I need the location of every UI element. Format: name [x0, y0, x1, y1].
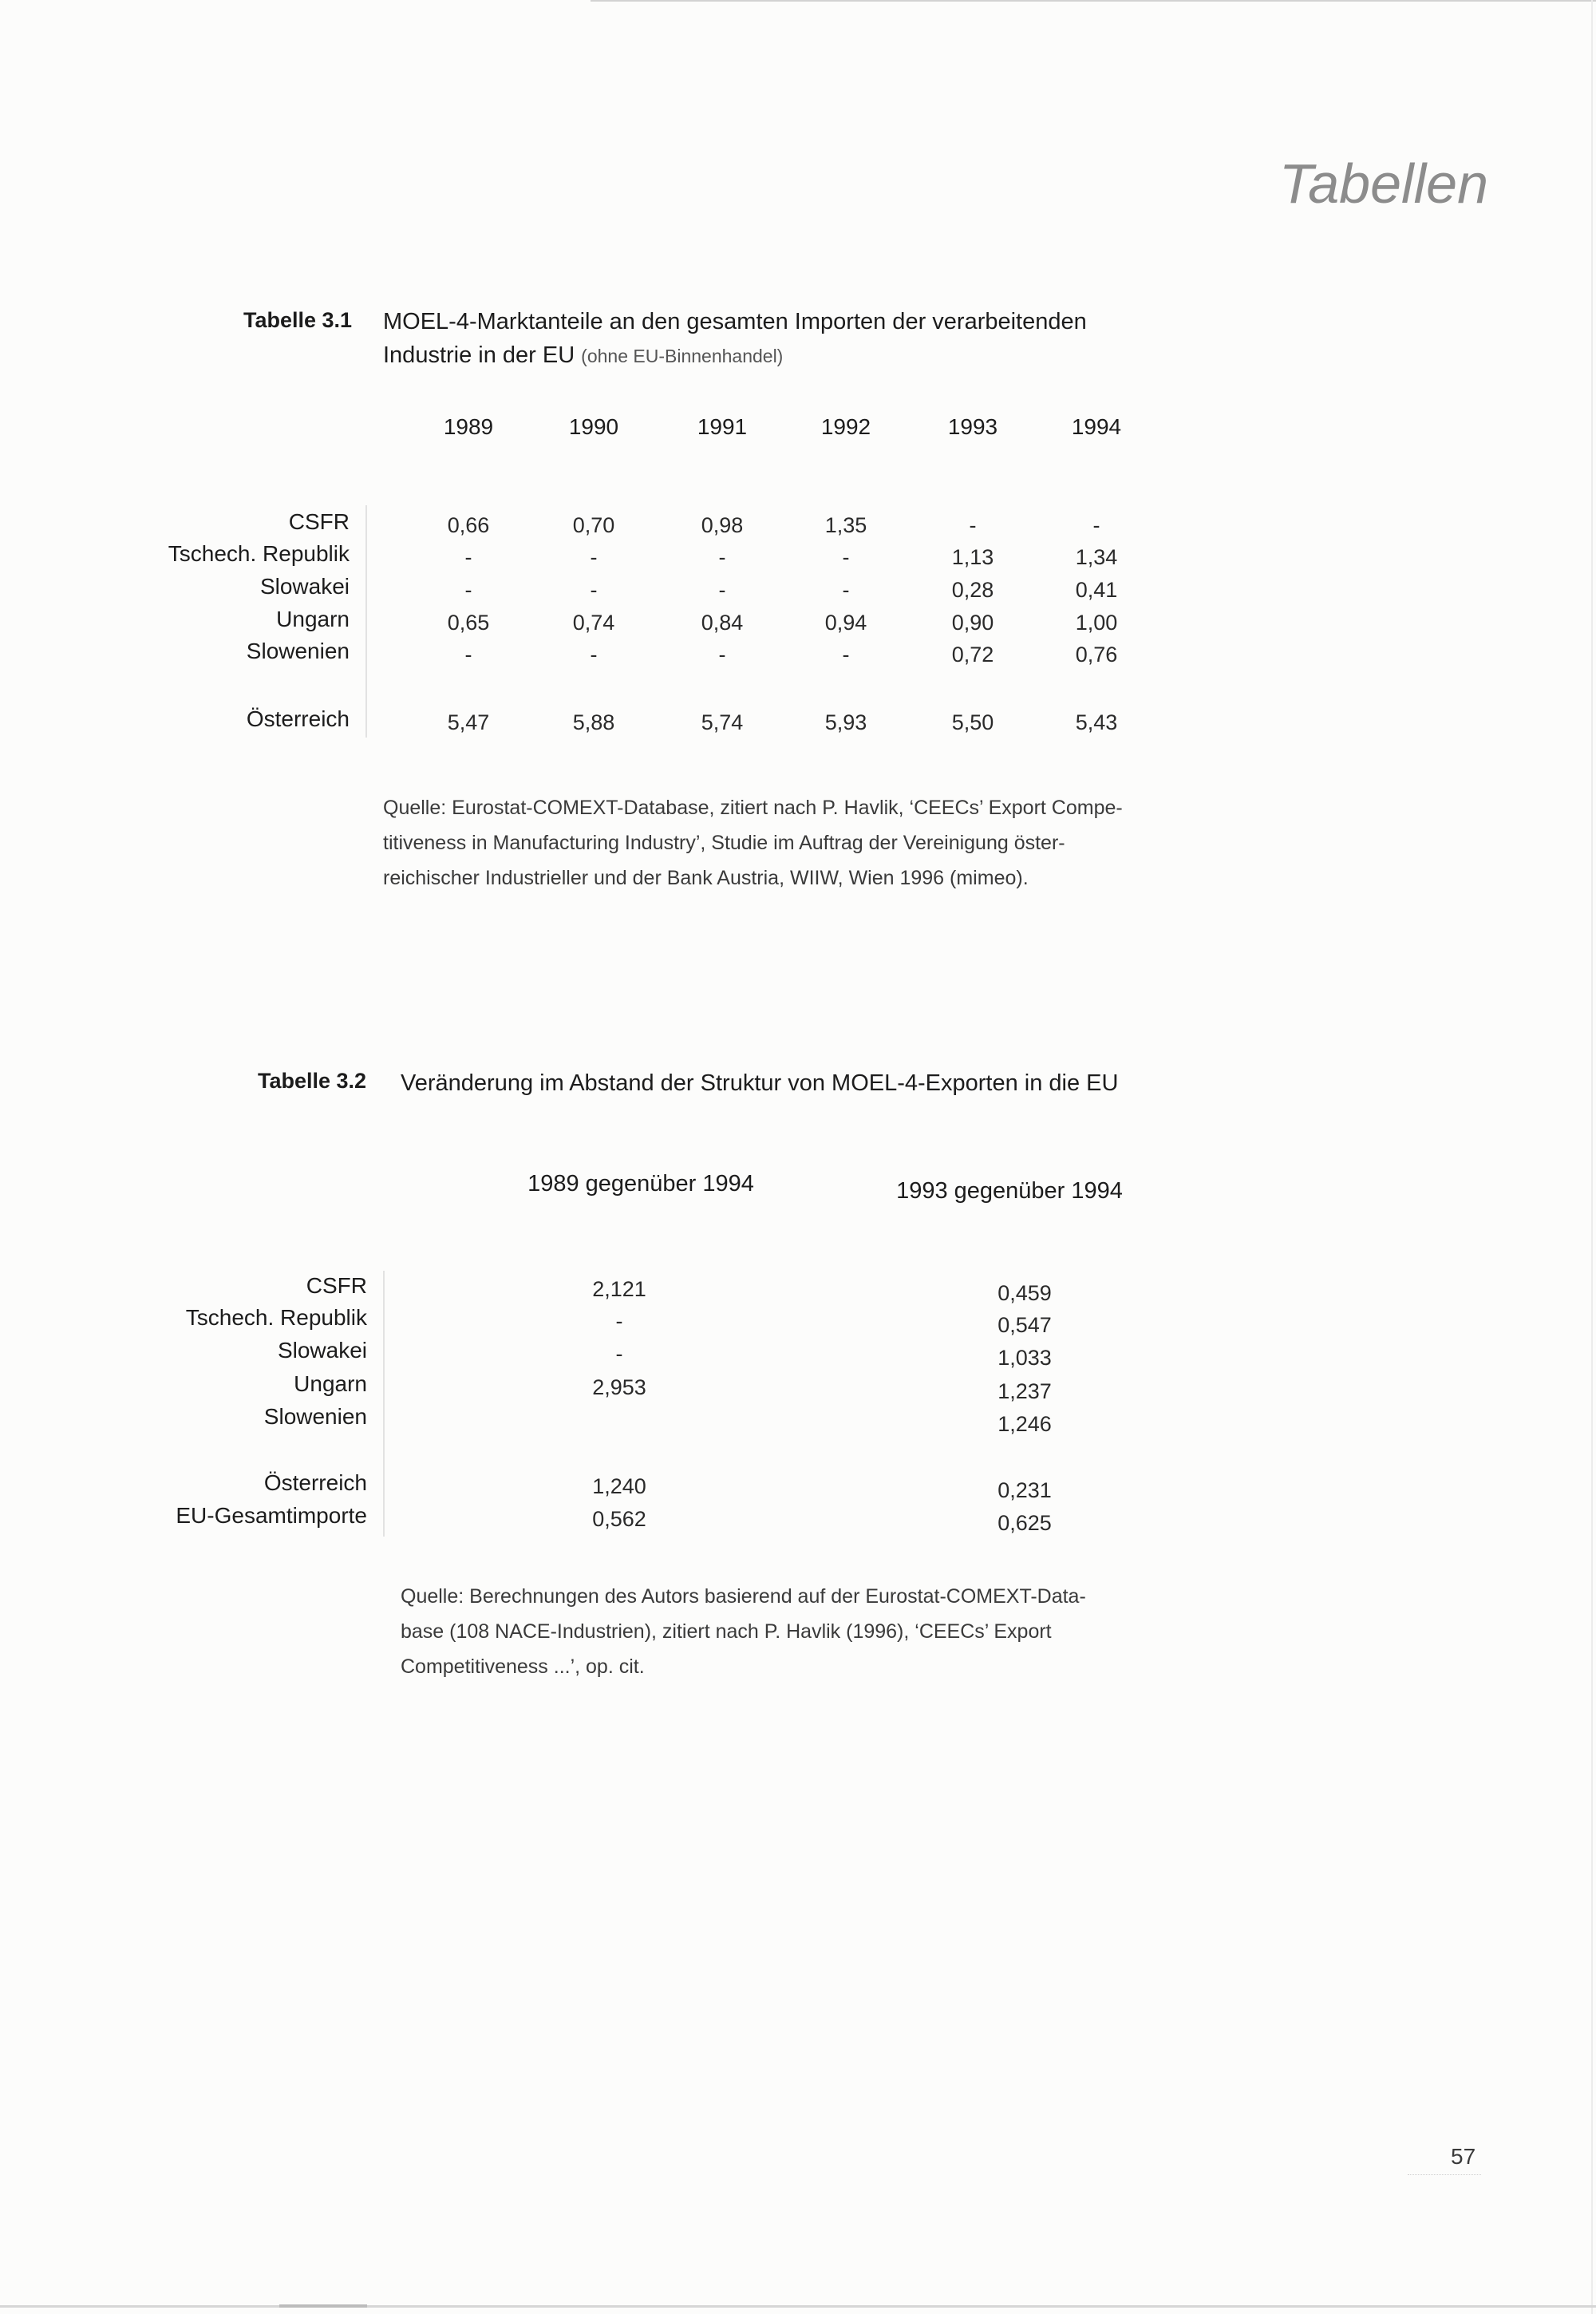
table1-cell: - [842, 545, 850, 569]
table1-cell: 5,43 [1075, 710, 1118, 734]
table1-cell: - [464, 578, 472, 602]
table2-label: Tabelle 3.2 [258, 1069, 367, 1093]
table1-year-header: 1991 [697, 414, 748, 439]
table2-cell: 2,121 [592, 1277, 646, 1301]
table2-column-header: 1989 gegenüber 1994 [527, 1171, 754, 1197]
table2-row-label: Slowakei [277, 1338, 367, 1363]
table1-cell: 1,35 [824, 513, 867, 537]
table1-row-label: Österreich [246, 706, 350, 731]
table1-cell: 0,66 [447, 513, 490, 537]
table2-cell: 0,231 [998, 1478, 1052, 1502]
table2-source-line: Competitiveness ...’, op. cit. [401, 1655, 645, 1678]
table1-cell: 0,72 [951, 643, 994, 667]
table2-cell: 0,459 [998, 1281, 1052, 1305]
table1-source-line: Quelle: Eurostat-COMEXT-Database, zitiert nach P. Havlik, ‘CEECs’ Export Compe- [383, 797, 1123, 819]
table2-cell: 1,033 [998, 1346, 1052, 1370]
table1-cell: - [842, 643, 850, 667]
table1-label: Tabelle 3.1 [243, 308, 353, 332]
scan-edge-right [1591, 0, 1593, 2314]
table1-cell: 1,34 [1075, 545, 1118, 569]
table1-cell: 0,74 [572, 611, 615, 635]
table1-cell: 5,88 [572, 710, 615, 734]
table1-cell: 0,70 [572, 513, 615, 537]
table1-row-label: Ungarn [276, 607, 350, 631]
table1-cell: - [718, 643, 726, 667]
table2-cell: - [615, 1309, 623, 1333]
table1-divider-line [365, 505, 367, 738]
table2-row-label: EU-Gesamtimporte [176, 1503, 367, 1528]
page-number: 57 [1451, 2144, 1476, 2169]
table2-title: Veränderung im Abstand der Struktur von MOEL-4-Exporten in die EU [401, 1070, 1119, 1096]
page-number-rule [1408, 2174, 1481, 2175]
table2-source-line: base (108 NACE-Industrien), zitiert nach P. Havlik (1996), ‘CEECs’ Export [401, 1620, 1052, 1643]
table1-cell: 5,50 [951, 710, 994, 734]
table1-cell: - [464, 643, 472, 667]
table1-cell: - [718, 545, 726, 569]
table1-year-header: 1989 [443, 414, 494, 439]
table1-title-line [383, 338, 1087, 373]
table1-row-label: CSFR [288, 509, 350, 534]
table2-source-line: Quelle: Berechnungen des Autors basierend auf der Eurostat-COMEXT-Data- [401, 1585, 1086, 1608]
table2-cell: 0,625 [998, 1511, 1052, 1535]
table2-cell: 0,562 [592, 1507, 646, 1531]
table1-cell: 0,94 [824, 611, 867, 635]
table1-cell: 0,28 [951, 578, 994, 602]
table2-row-label: Tschech. Republik [185, 1305, 367, 1330]
table2-row-label: Slowenien [263, 1404, 367, 1429]
table1-cell: - [590, 643, 598, 667]
table1-cell: 0,41 [1075, 578, 1118, 602]
table1-cell: 5,47 [447, 710, 490, 734]
table1-cell: - [590, 578, 598, 602]
table1-cell: - [464, 545, 472, 569]
table1-cell: 0,98 [701, 513, 744, 537]
table1-cell: - [842, 578, 850, 602]
table1-cell: 0,76 [1075, 643, 1118, 667]
section-title: Tabellen [1278, 152, 1488, 215]
table1-title [383, 305, 1087, 373]
table1-source-note [383, 790, 1123, 896]
table1-year-header: 1994 [1071, 414, 1122, 439]
table2-divider-line [383, 1271, 385, 1537]
table1-cell: 5,74 [701, 710, 744, 734]
table1-row-label: Slowakei [259, 574, 350, 599]
table1-cell: 5,93 [824, 710, 867, 734]
scan-edge-bottom-mark [279, 2304, 367, 2308]
table1-cell: 1,13 [951, 545, 994, 569]
table1-title-note: (ohne EU-Binnenhandel) [581, 346, 784, 366]
table2-source-note [401, 1579, 1086, 1684]
table2-cell: - [615, 1342, 623, 1366]
table1-cell: 1,00 [1075, 611, 1118, 635]
table1-source-line: reichischer Industrieller und der Bank Austria, WIIW, Wien 1996 (mimeo). [383, 867, 1029, 889]
table1-cell: - [590, 545, 598, 569]
table1-cell: - [718, 578, 726, 602]
table1-title-line-2: Industrie in der EU [383, 342, 575, 368]
table2-cell: 0,547 [998, 1313, 1052, 1337]
table1-row-label: Tschech. Republik [168, 541, 350, 566]
table1-year-header: 1993 [947, 414, 998, 439]
table1-cell: 0,65 [447, 611, 490, 635]
table2-cell: 1,240 [592, 1474, 646, 1498]
table1-cell: - [1092, 513, 1100, 537]
table1-row-label: Slowenien [246, 639, 350, 663]
scan-edge-bottom [0, 2305, 1596, 2308]
table1-source-line: titiveness in Manufacturing Industry’, Studie im Auftrag der Vereinigung öster- [383, 832, 1065, 854]
table2-row-label: Österreich [263, 1470, 367, 1495]
table1-title-line: MOEL-4-Marktanteile an den gesamten Importen der verarbeitenden [383, 309, 1087, 334]
table1-cell: 0,90 [951, 611, 994, 635]
table1-year-header: 1990 [568, 414, 619, 439]
table2-row-label: CSFR [306, 1273, 367, 1298]
table2-cell: 2,953 [592, 1375, 646, 1399]
table2-cell: 1,246 [998, 1412, 1052, 1436]
scan-edge-top [591, 0, 1596, 2]
table1-cell: - [969, 513, 977, 537]
table1-cell: 0,84 [701, 611, 744, 635]
table1-year-header: 1992 [820, 414, 871, 439]
table2-column-header: 1993 gegenüber 1994 [896, 1178, 1123, 1204]
table2-cell: 1,237 [998, 1379, 1052, 1403]
table2-row-label: Ungarn [294, 1371, 367, 1396]
